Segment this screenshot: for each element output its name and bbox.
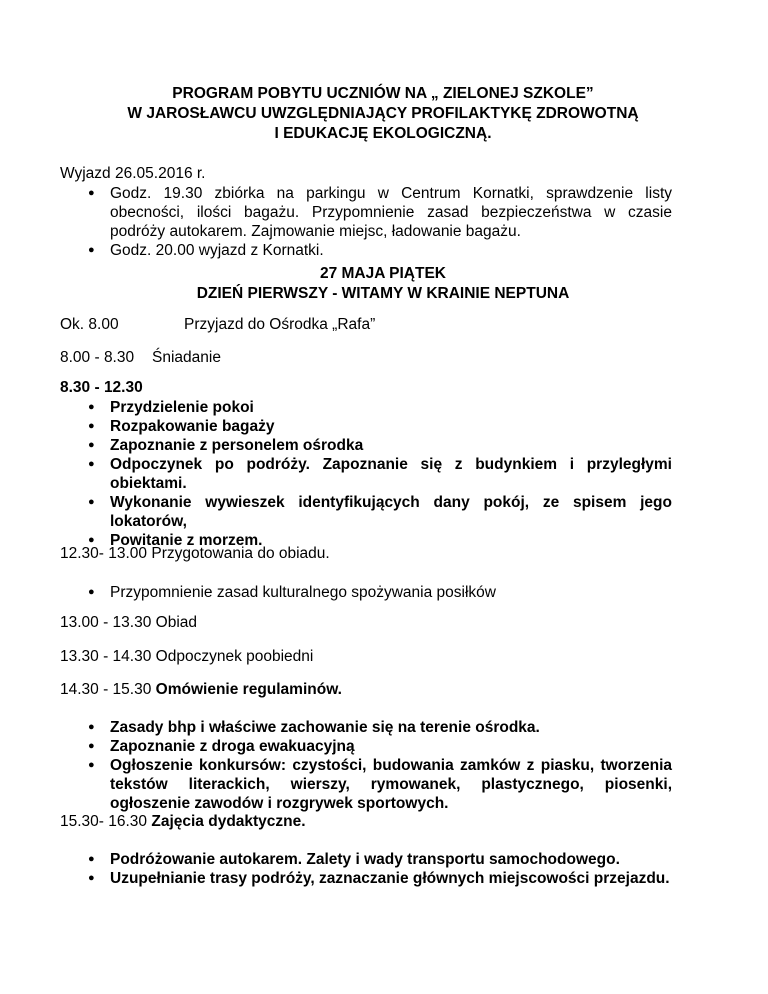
block3-list bbox=[60, 718, 672, 813]
breakfast-time: 8.00 - 8.30 bbox=[60, 349, 135, 366]
block1-section bbox=[60, 378, 672, 550]
rest-line: 13.30 - 14.30 Odpoczynek poobiedni bbox=[60, 648, 314, 665]
departure-heading: Wyjazd 26.05.2016 r. bbox=[60, 165, 206, 182]
arrival-row bbox=[60, 315, 119, 335]
day-subtitle: DZIEŃ PIERWSZY - WITAMY W KRAINIE NEPTUNA bbox=[196, 285, 570, 302]
list-item: ● Podróżowanie autokarem. Zalety i wady transportu samochodowego. bbox=[60, 850, 672, 869]
list-item: ● Ogłoszenie konkursów: czystości, budowania zamków z piasku, tworzenia tekstów literackich, wierszy, rymowanek, plastycznego, piosenki, ogłoszenie zawodów i rozgrywek sportowych. bbox=[60, 756, 672, 813]
block4-time: 15.30- 16.30 bbox=[60, 813, 152, 830]
title-line-1: PROGRAM POBYTU UCZNIÓW NA „ ZIELONEJ SZKOLE” bbox=[172, 85, 594, 102]
block2-line: 12.30- 13.00 Przygotowania do obiadu. bbox=[60, 545, 330, 562]
list-item: ● Odpoczynek po podróży. Zapoznanie się z budynkiem i przyległymi obiektami. bbox=[60, 455, 672, 493]
list-item: ● Uzupełnianie trasy podróży, zaznaczanie głównych miejscowości przejazdu. bbox=[60, 869, 672, 888]
departure-list bbox=[60, 184, 672, 260]
list-item: ● Godz. 20.00 wyjazd z Kornatki. bbox=[60, 241, 672, 260]
list-item: ● Powitanie z morzem. bbox=[60, 531, 672, 550]
day-date: 27 MAJA PIĄTEK bbox=[319, 265, 447, 282]
title-line-3: I EDUKACJĘ EKOLOGICZNĄ. bbox=[274, 125, 492, 142]
block3-heading bbox=[60, 680, 342, 700]
block4-list bbox=[60, 850, 672, 888]
list-item: ● Zasady bhp i właściwe zachowanie się na terenie ośrodka. bbox=[60, 718, 672, 737]
block4-title: Zajęcia dydaktyczne. bbox=[151, 813, 306, 830]
list-item: ● Przydzielenie pokoi bbox=[60, 398, 672, 417]
block3-title: Omówienie regulaminów. bbox=[155, 681, 342, 698]
title-line-2: W JAROSŁAWCU UWZGLĘDNIAJĄCY PROFILAKTYKĘ ZDROWOTNĄ bbox=[127, 105, 639, 122]
departure-section bbox=[60, 164, 678, 260]
list-item: ● Przypomnienie zasad kulturalnego spożywania posiłków bbox=[60, 583, 672, 602]
lunch-line: 13.00 - 13.30 Obiad bbox=[60, 614, 198, 631]
block2-list bbox=[60, 583, 672, 602]
block1-time: 8.30 - 12.30 bbox=[60, 379, 143, 396]
document-title bbox=[88, 84, 678, 144]
list-item: ● Rozpakowanie bagaży bbox=[60, 417, 672, 436]
list-item: ● Zapoznanie z droga ewakuacyjną bbox=[60, 737, 672, 756]
block4-heading bbox=[60, 812, 306, 832]
arrival-text: Przyjazd do Ośrodka „Rafa” bbox=[184, 316, 376, 333]
list-item: ● Godz. 19.30 zbiórka na parkingu w Centrum Kornatki, sprawdzenie listy obecności, ilości bagażu. Przypomnienie zasad bezpieczeństwa w czasie podróży autokarem. Zajmowanie miejsc, ładowanie bagażu. bbox=[60, 184, 672, 241]
day-heading bbox=[88, 264, 678, 304]
block3-time: 14.30 - 15.30 bbox=[60, 681, 156, 698]
arrival-time: Ok. 8.00 bbox=[60, 316, 119, 333]
breakfast-text: Śniadanie bbox=[152, 349, 221, 366]
list-item: ● Zapoznanie z personelem ośrodka bbox=[60, 436, 672, 455]
block1-list bbox=[60, 398, 672, 550]
list-item: ● Wykonanie wywieszek identyfikujących dany pokój, ze spisem jego lokatorów, bbox=[60, 493, 672, 531]
